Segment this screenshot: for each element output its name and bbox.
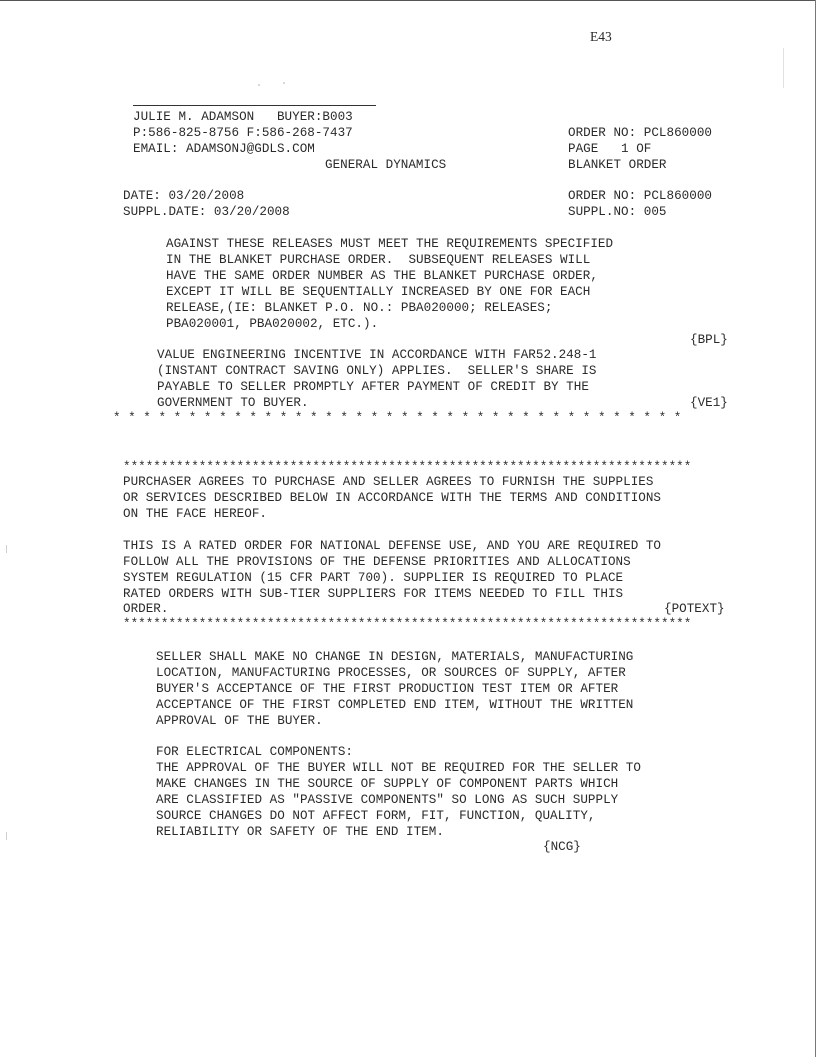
- scan-mark: [6, 545, 7, 553]
- seller-line: LOCATION, MANUFACTURING PROCESSES, OR SOURCES OF SUPPLY, AFTER: [156, 666, 626, 680]
- order-type: BLANKET ORDER: [568, 158, 667, 172]
- supplement-date: SUPPL.DATE: 03/20/2008: [123, 205, 290, 219]
- potext-clause-code: {POTEXT}: [664, 602, 725, 616]
- ve-line: PAYABLE TO SELLER PROMPTLY AFTER PAYMENT OF CREDIT BY THE: [157, 380, 589, 394]
- bpl-clause-code: {BPL}: [690, 333, 728, 347]
- page-id: E43: [590, 29, 612, 44]
- buyer-signature-rule: [133, 105, 376, 106]
- rated-line: FOLLOW ALL THE PROVISIONS OF THE DEFENSE PRIORITIES AND ALLOCATIONS: [123, 555, 631, 569]
- star-divider: * * * * * * * * * * * * * * * * * * * * * * * * * * * * * * * * * * * * * *: [113, 411, 682, 425]
- bpl-line: HAVE THE SAME ORDER NUMBER AS THE BLANKET PURCHASE ORDER,: [166, 269, 598, 283]
- bpl-line: PBA020001, PBA020002, ETC.).: [166, 317, 379, 331]
- purchaser-line: PURCHASER AGREES TO PURCHASE AND SELLER AGREES TO FURNISH THE SUPPLIES: [123, 475, 654, 489]
- star-divider: ***************************************************************************: [123, 617, 692, 631]
- seller-line: SELLER SHALL MAKE NO CHANGE IN DESIGN, MATERIALS, MANUFACTURING: [156, 650, 634, 664]
- buyer-name: JULIE M. ADAMSON BUYER:B003: [133, 110, 353, 124]
- electrical-line: SOURCE CHANGES DO NOT AFFECT FORM, FIT, FUNCTION, QUALITY,: [156, 809, 596, 823]
- scan-speck: [283, 82, 285, 84]
- seller-line: BUYER'S ACCEPTANCE OF THE FIRST PRODUCTION TEST ITEM OR AFTER: [156, 682, 619, 696]
- electrical-line: ARE CLASSIFIED AS "PASSIVE COMPONENTS" SO LONG AS SUCH SUPPLY: [156, 793, 619, 807]
- rated-line: RATED ORDERS WITH SUB-TIER SUPPLIERS FOR ITEMS NEEDED TO FILL THIS: [123, 587, 624, 601]
- order-date: DATE: 03/20/2008: [123, 189, 245, 203]
- page-edge-top: [0, 0, 816, 1]
- ncg-clause-code: {NCG}: [543, 840, 581, 854]
- electrical-line: THE APPROVAL OF THE BUYER WILL NOT BE REQUIRED FOR THE SELLER TO: [156, 761, 641, 775]
- electrical-line: RELIABILITY OR SAFETY OF THE END ITEM.: [156, 825, 444, 839]
- seller-line: ACCEPTANCE OF THE FIRST COMPLETED END ITEM, WITHOUT THE WRITTEN: [156, 698, 634, 712]
- buyer-phone-fax: P:586-825-8756 F:586-268-7437: [133, 126, 353, 140]
- ve-line: VALUE ENGINEERING INCENTIVE IN ACCORDANCE WITH FAR52.248-1: [157, 348, 597, 362]
- purchaser-line: ON THE FACE HEREOF.: [123, 507, 267, 521]
- ve-line: (INSTANT CONTRACT SAVING ONLY) APPLIES. SELLER'S SHARE IS: [157, 364, 597, 378]
- rated-line: ORDER.: [123, 602, 169, 616]
- electrical-line: MAKE CHANGES IN THE SOURCE OF SUPPLY OF COMPONENT PARTS WHICH: [156, 777, 619, 791]
- rated-line: THIS IS A RATED ORDER FOR NATIONAL DEFENSE USE, AND YOU ARE REQUIRED TO: [123, 539, 662, 553]
- scan-mark: [6, 832, 7, 840]
- purchaser-line: OR SERVICES DESCRIBED BELOW IN ACCORDANCE WITH THE TERMS AND CONDITIONS: [123, 491, 662, 505]
- company-name: GENERAL DYNAMICS: [325, 158, 447, 172]
- bpl-line: RELEASE,(IE: BLANKET P.O. NO.: PBA020000; RELEASES;: [166, 301, 553, 315]
- order-number-repeat: ORDER NO: PCL860000: [568, 189, 712, 203]
- bpl-line: AGAINST THESE RELEASES MUST MEET THE REQUIREMENTS SPECIFIED: [166, 237, 614, 251]
- supplement-number: SUPPL.NO: 005: [568, 205, 667, 219]
- star-divider: ***************************************************************************: [123, 460, 692, 474]
- bpl-line: EXCEPT IT WILL BE SEQUENTIALLY INCREASED BY ONE FOR EACH: [166, 285, 591, 299]
- electrical-heading: FOR ELECTRICAL COMPONENTS:: [156, 745, 354, 759]
- bpl-line: IN THE BLANKET PURCHASE ORDER. SUBSEQUENT RELEASES WILL: [166, 253, 591, 267]
- ve-line: GOVERNMENT TO BUYER.: [157, 396, 309, 410]
- buyer-email: EMAIL: ADAMSONJ@GDLS.COM: [133, 142, 315, 156]
- page-count: PAGE 1 OF: [568, 142, 652, 156]
- seller-line: APPROVAL OF THE BUYER.: [156, 714, 323, 728]
- order-number: ORDER NO: PCL860000: [568, 126, 712, 140]
- scan-speck: [258, 84, 260, 86]
- ve-clause-code: {VE1}: [690, 396, 728, 410]
- rated-line: SYSTEM REGULATION (15 CFR PART 700). SUPPLIER IS REQUIRED TO PLACE: [123, 571, 624, 585]
- scan-mark: [783, 48, 784, 88]
